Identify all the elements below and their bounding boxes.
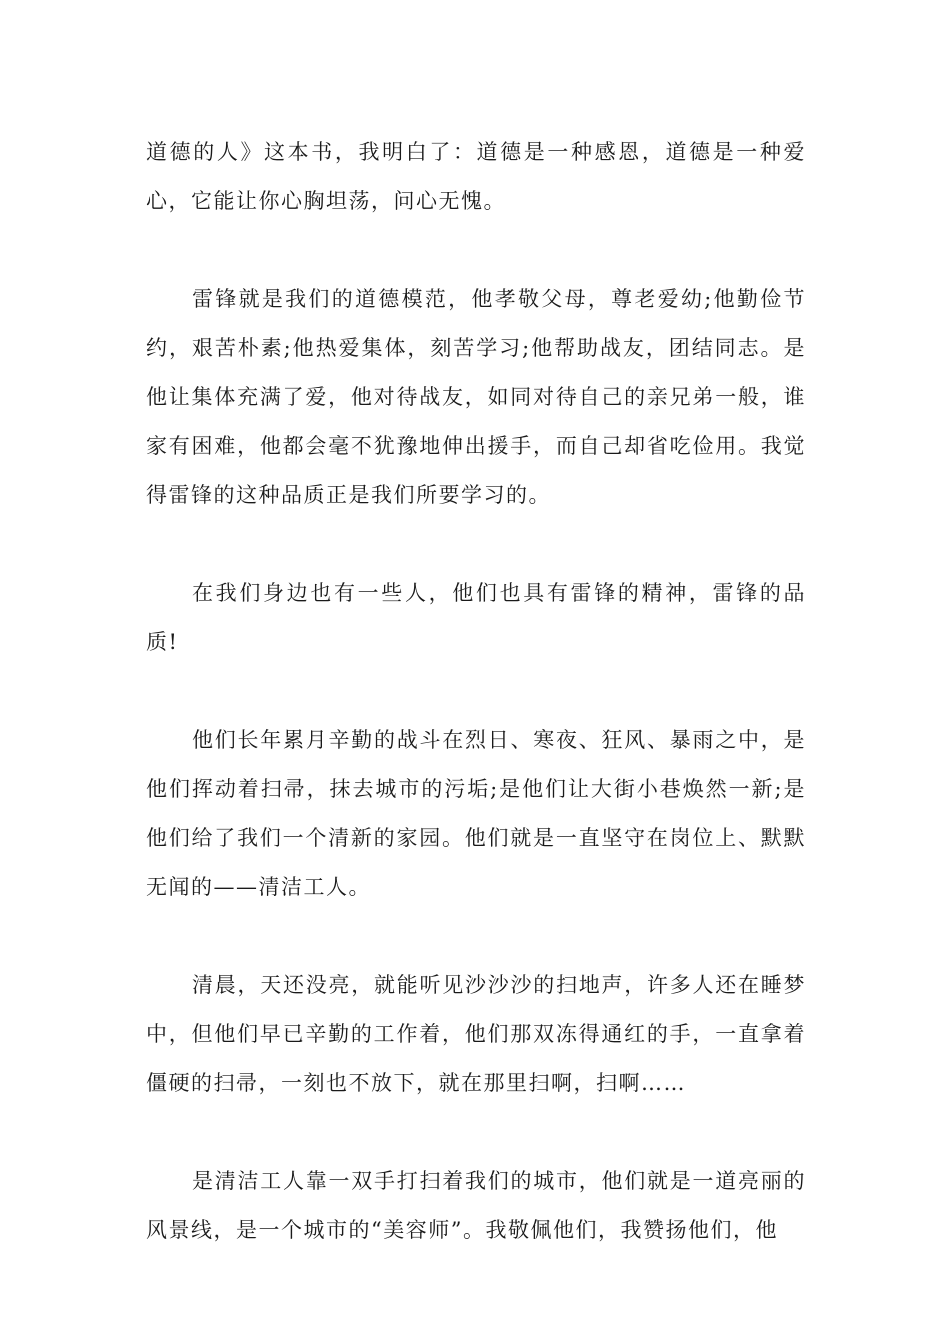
paragraph-cleaners-work: 他们长年累月辛勤的战斗在烈日、寒夜、狂风、暴雨之中，是他们挥动着扫帚，抹去城市的污垢;是他们让大街小巷焕然一新;是他们给了我们一个清新的家园。他们就是一直坚守在岗位上、默默无闻的——清洁工人。 <box>146 728 806 899</box>
paragraph-city-beautician: 是清洁工人靠一双手打扫着我们的城市，他们就是一道亮丽的风景线，是一个城市的“美容师”。我敬佩他们，我赞扬他们，他 <box>146 1169 806 1242</box>
document-body <box>146 128 806 1255</box>
paragraph-lei-feng-model: 雷锋就是我们的道德模范，他孝敬父母，尊老爱幼;他勤俭节约，艰苦朴素;他热爱集体，刻苦学习;他帮助战友，团结同志。是他让集体充满了爱，他对待战友，如同对待自己的亲兄弟一般，谁家有困难，他都会毫不犹豫地伸出援手，而自己却省吃俭用。我觉得雷锋的这种品质正是我们所要学习的。 <box>146 287 806 507</box>
paragraph-people-around-us: 在我们身边也有一些人，他们也具有雷锋的精神，雷锋的品质! <box>146 581 806 654</box>
paragraph-continuation: 道德的人》这本书，我明白了：道德是一种感恩，道德是一种爱心，它能让你心胸坦荡，问心无愧。 <box>146 140 806 213</box>
paragraph-early-morning: 清晨，天还没亮，就能听见沙沙沙的扫地声，许多人还在睡梦中，但他们早已辛勤的工作着，他们那双冻得通红的手，一直拿着僵硬的扫帚，一刻也不放下，就在那里扫啊，扫啊…… <box>146 973 806 1095</box>
